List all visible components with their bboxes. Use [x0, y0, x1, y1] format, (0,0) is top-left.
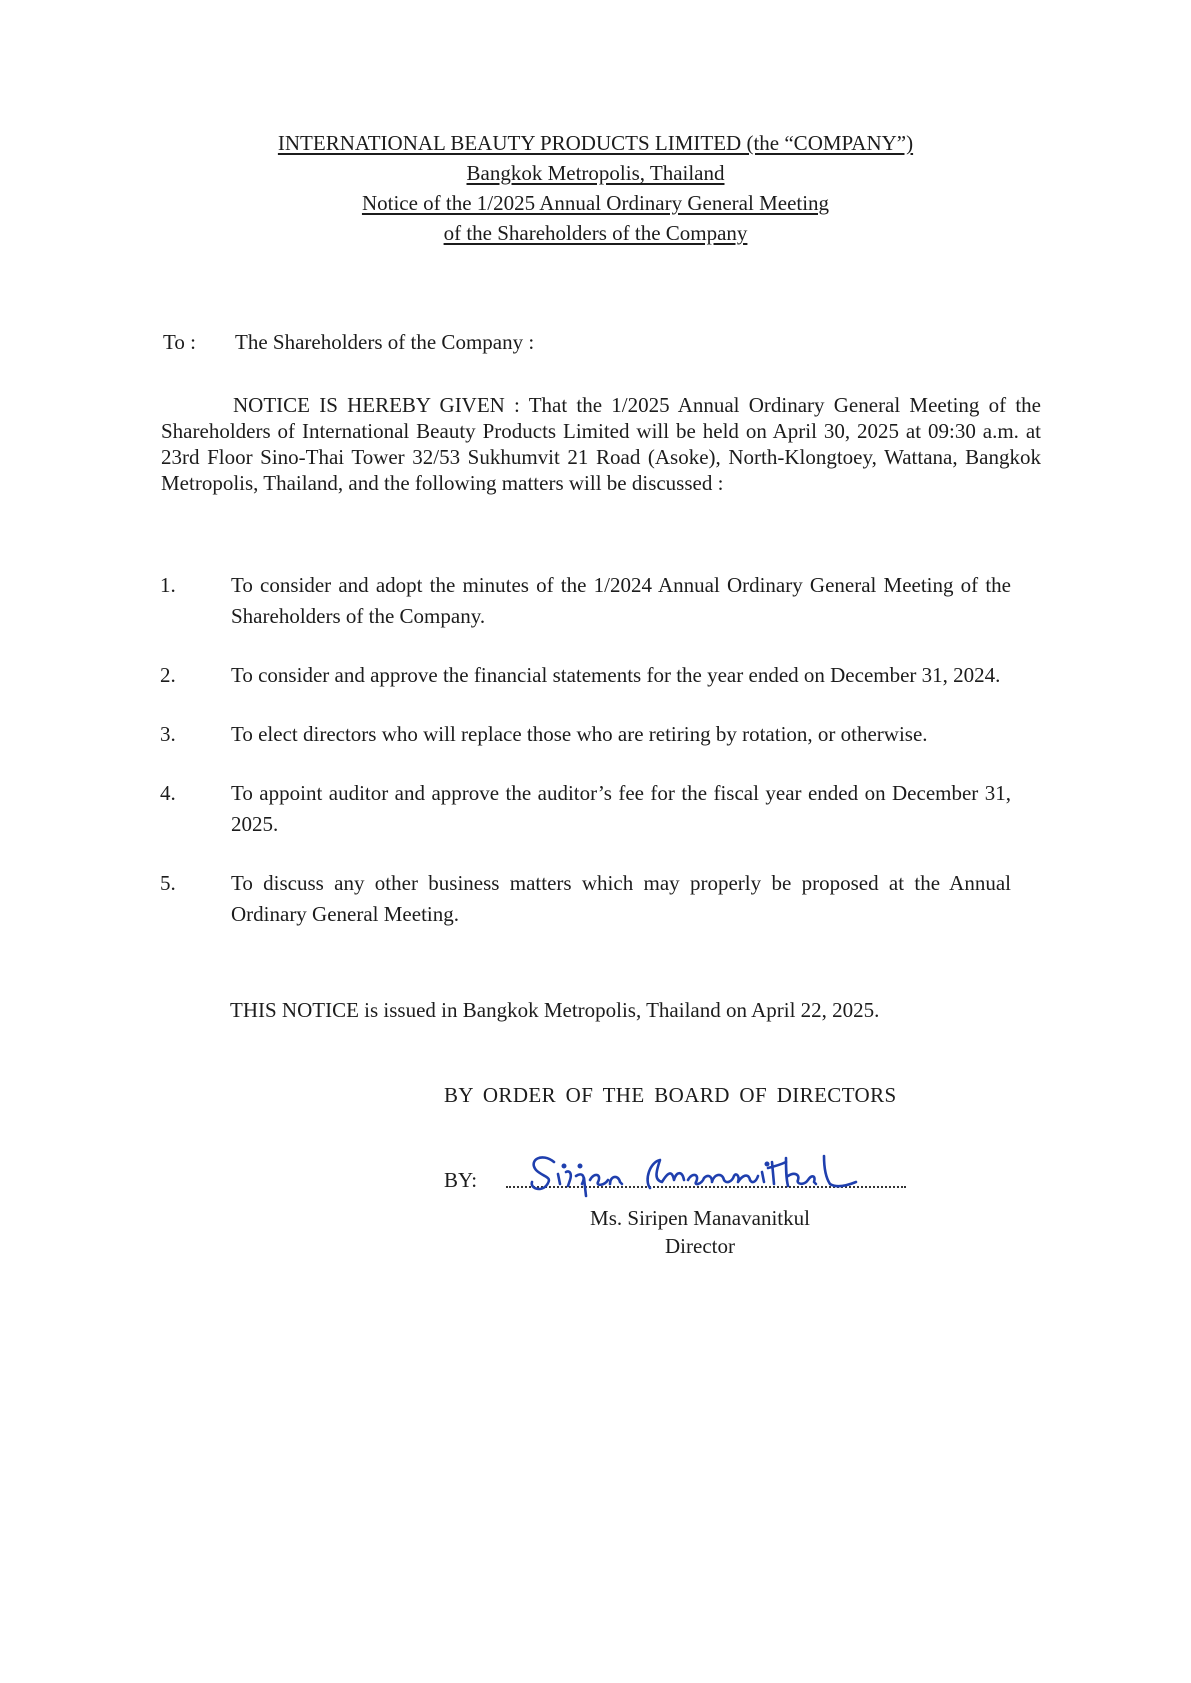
notice-subtitle-heading: of the Shareholders of the Company [443, 221, 748, 245]
agenda-item-text: To consider and adopt the minutes of the 1/2024 Annual Ordinary General Meeting of the Shareholders of the Company. [231, 573, 1011, 628]
agenda-item [160, 570, 1011, 632]
agenda-item [160, 719, 1011, 750]
agenda-item [160, 660, 1011, 691]
notice-title-heading: Notice of the 1/2025 Annual Ordinary General Meeting [361, 191, 830, 215]
agenda-item-number: 2. [160, 663, 176, 687]
company-location-heading: Bangkok Metropolis, Thailand [466, 161, 725, 185]
addressee-line [163, 330, 534, 355]
agenda-item [160, 868, 1011, 930]
agenda-item-number: 3. [160, 722, 176, 746]
agenda-item-number: 4. [160, 781, 176, 805]
by-label: BY: [444, 1168, 478, 1192]
signer-block [520, 1204, 880, 1260]
addressee-label: To : [163, 330, 196, 354]
notice-intro-paragraph: NOTICE IS HEREBY GIVEN : That the 1/2025 Annual Ordinary General Meeting of the Shareholders of International Beauty Products Limited will be held on April 30, 2025 at 09:30 a.m. at 23rd Floor Sino-Thai Tower 32/53 Sukhumvit 21 Road (Asoke), North-Klongtoey, Wattana, Bangkok Metropolis, Thailand, and the following matters will be discussed : [161, 393, 1041, 495]
agenda-item-number: 5. [160, 871, 176, 895]
issued-statement: THIS NOTICE is issued in Bangkok Metropolis, Thailand on April 22, 2025. [230, 998, 880, 1022]
agenda-item-number: 1. [160, 573, 176, 597]
addressee-value: The Shareholders of the Company : [235, 330, 535, 354]
document-header [0, 128, 1191, 248]
agenda-item-text: To appoint auditor and approve the auditor’s fee for the fiscal year ended on December 31, 2025. [231, 781, 1011, 836]
agenda-item-text: To consider and approve the financial statements for the year ended on December 31, 2024. [231, 663, 1001, 687]
agenda-item-text: To elect directors who will replace those who are retiring by rotation, or otherwise. [231, 722, 928, 746]
signer-name: Ms. Siripen Manavanitkul [590, 1206, 810, 1230]
signer-title: Director [665, 1234, 735, 1258]
handwritten-signature-icon [524, 1150, 884, 1198]
agenda-item [160, 778, 1011, 840]
signature-block [444, 1150, 924, 1200]
agenda-item-text: To discuss any other business matters which may properly be proposed at the Annual Ordinary General Meeting. [231, 871, 1011, 926]
company-name-heading: INTERNATIONAL BEAUTY PRODUCTS LIMITED (the “COMPANY”) [277, 131, 914, 155]
agenda-list [160, 570, 1040, 958]
board-order-line: BY ORDER OF THE BOARD OF DIRECTORS [444, 1083, 897, 1107]
